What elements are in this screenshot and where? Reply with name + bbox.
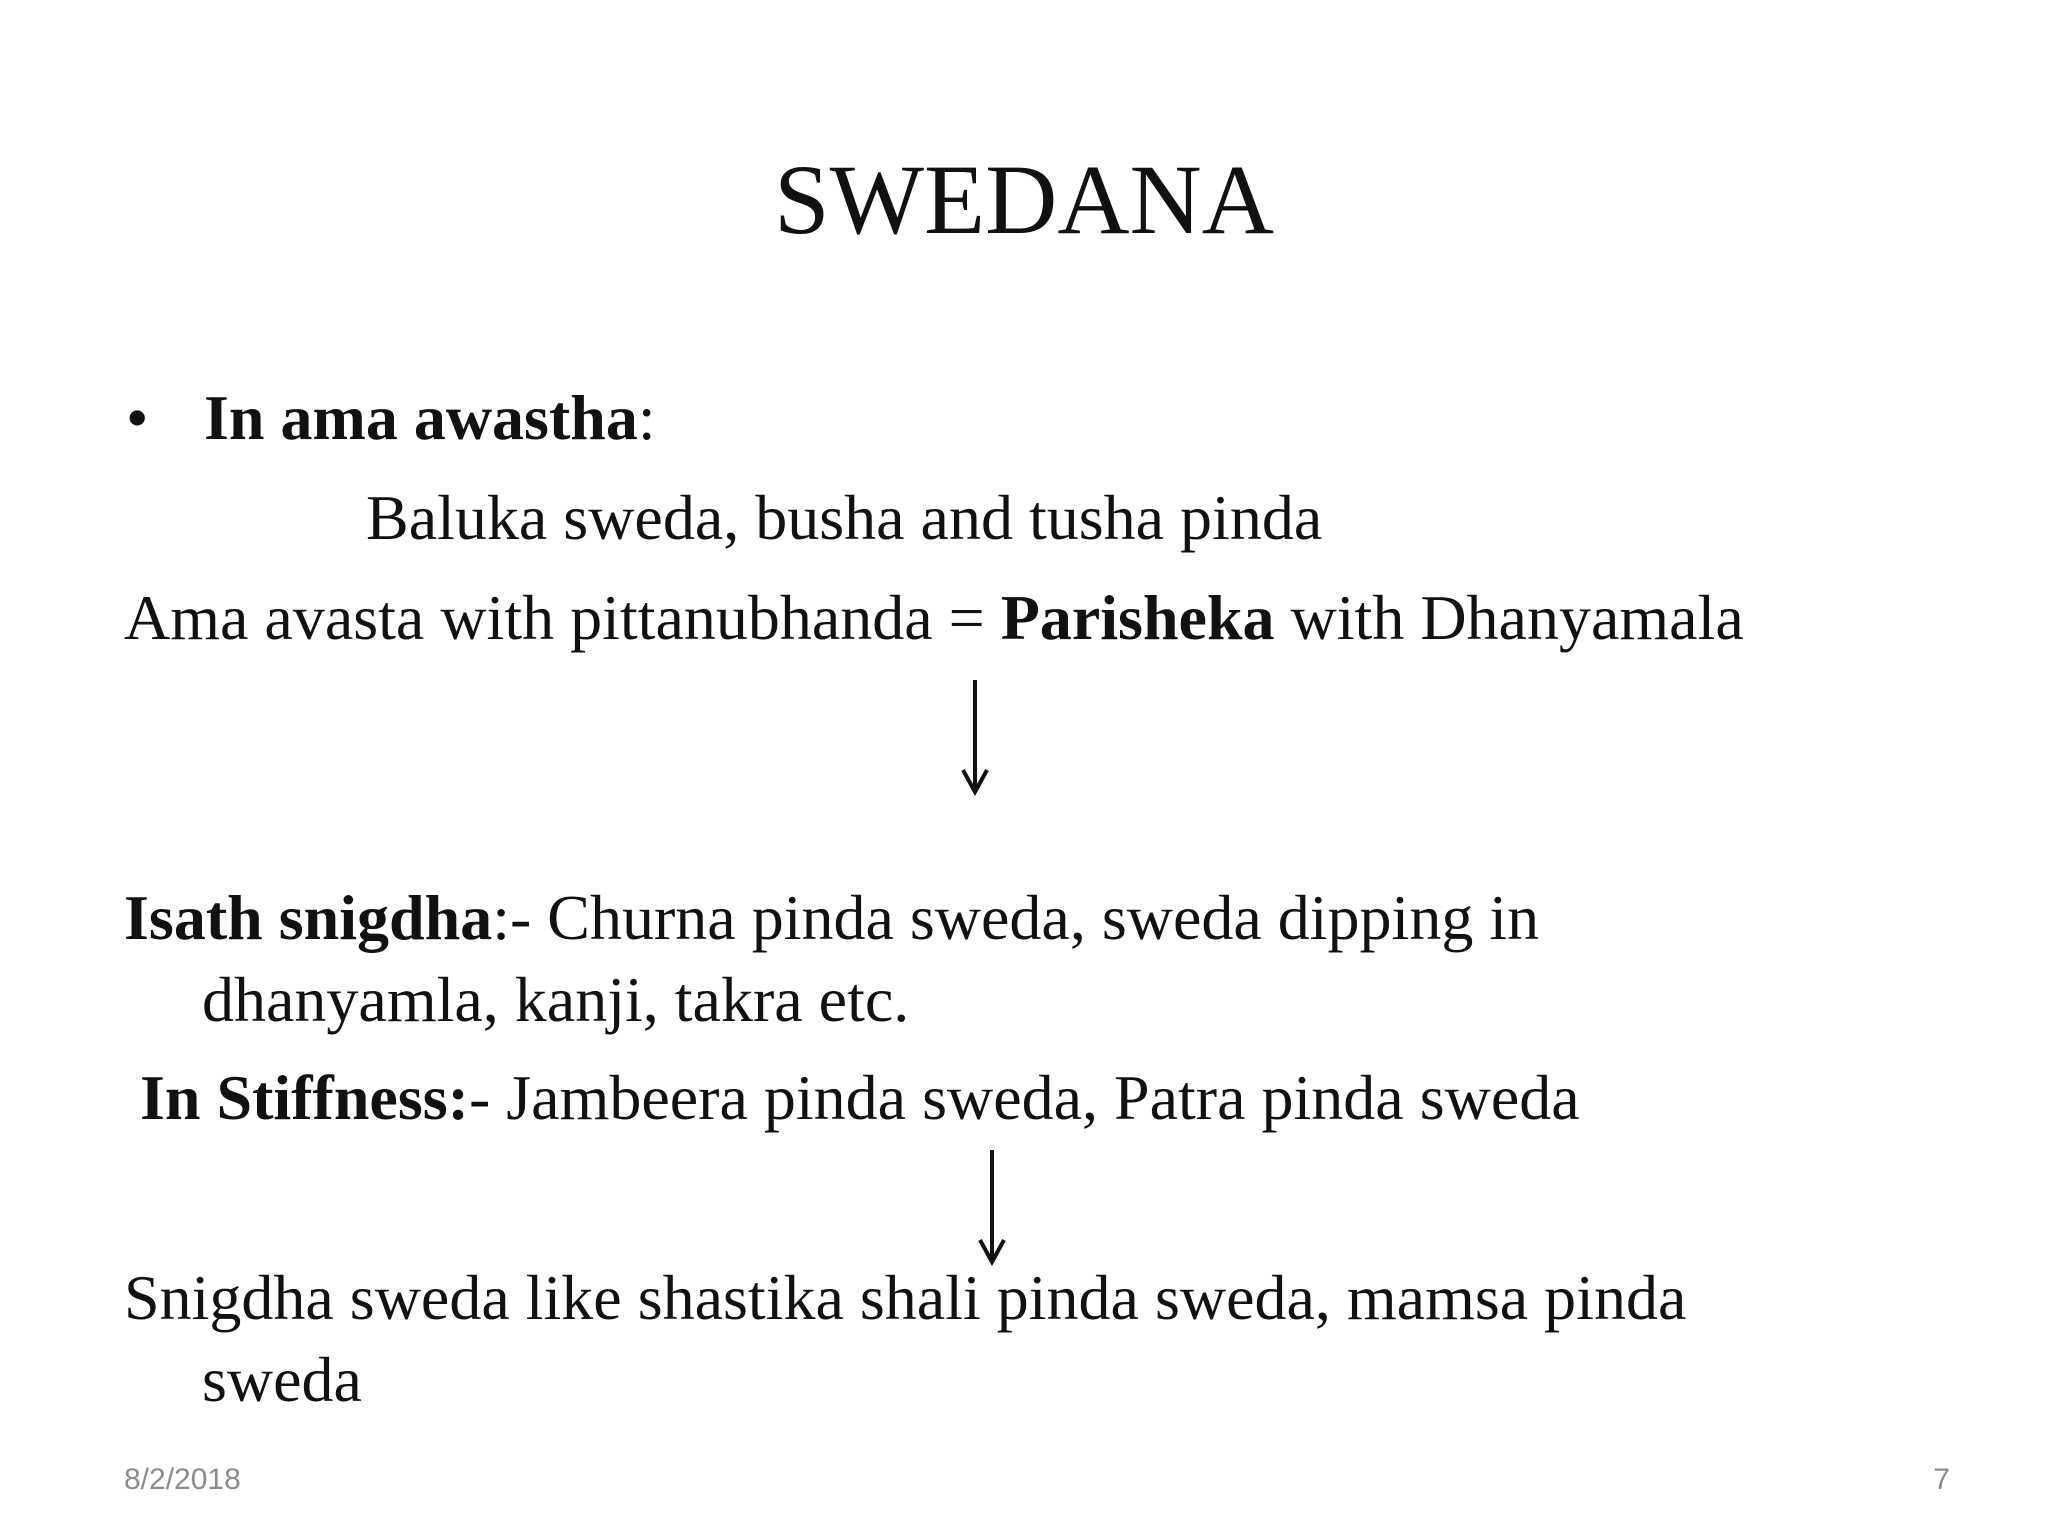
isath-snigdha-label: Isath snigdha [124, 882, 493, 953]
arrow-down-icon [972, 1148, 1012, 1268]
ama-awastha-label: In ama awastha [204, 382, 638, 453]
parisheka-label: Parisheka [1000, 582, 1275, 653]
page-number: 7 [1933, 1463, 1950, 1496]
stiffness-label: In Stiffness: [140, 1062, 469, 1133]
snigdha-sweda-line-cont: sweda [202, 1344, 362, 1415]
isath-snigdha-rest: :- Churna pinda sweda, sweda dipping in [492, 882, 1540, 953]
isath-snigdha-line-cont: dhanyamla, kanji, takra etc. [202, 964, 910, 1035]
pittanubhanda-post: with Dhanyamala [1274, 582, 1744, 653]
stiffness-rest: - Jambeera pinda sweda, Patra pinda sweda [468, 1062, 1580, 1133]
pittanubhanda-line [124, 578, 1744, 658]
stiffness-line [140, 1058, 1580, 1138]
bullet-point: • [126, 382, 149, 453]
footer-date: 8/2/2018 [124, 1463, 241, 1496]
arrow-down-icon [955, 678, 995, 798]
ama-awastha-line [204, 378, 656, 458]
snigdha-sweda-line: Snigdha sweda like shastika shali pinda sweda, mamsa pinda [124, 1262, 1687, 1333]
ama-awastha-colon: : [637, 382, 656, 453]
isath-snigdha-line [124, 878, 1539, 958]
baluka-sweda-line: Baluka sweda, busha and tusha pinda [366, 482, 1323, 553]
slide-title: SWEDANA [774, 144, 1274, 255]
pittanubhanda-pre: Ama avasta with pittanubhanda = [124, 582, 1001, 653]
